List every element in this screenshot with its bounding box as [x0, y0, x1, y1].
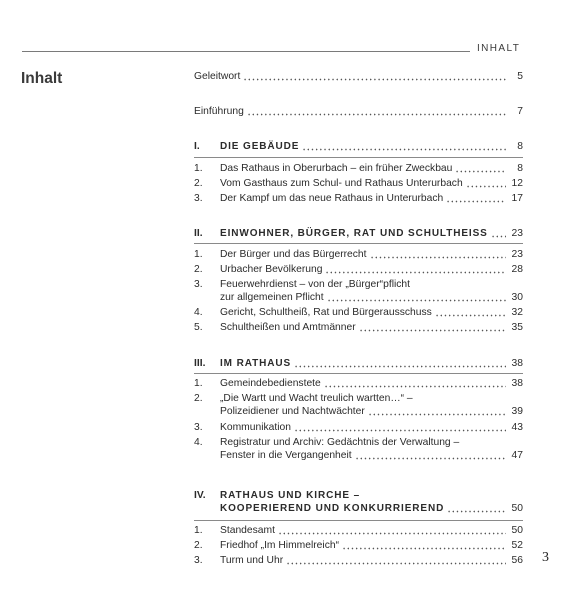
chapter-title: IM RATHAUS: [220, 358, 292, 369]
toc-page-ref: 5: [517, 71, 523, 82]
dot-leader: [294, 359, 506, 368]
toc-page-ref: 47: [511, 450, 523, 461]
toc-entry-title: Vom Gasthaus zum Schul- und Rathaus Unterurbach: [220, 178, 463, 189]
toc-entry[interactable]: [194, 248, 523, 261]
dot-leader: [370, 250, 506, 259]
toc-entry-title: Friedhof „Im Himmelreich“: [220, 540, 340, 551]
dot-leader: [294, 423, 506, 432]
toc-page-ref: 38: [511, 378, 523, 389]
toc-page-ref: 8: [517, 141, 523, 152]
dot-leader: [447, 504, 506, 513]
toc-chapter-3[interactable]: [194, 357, 523, 370]
toc-page-ref: 8: [517, 163, 523, 174]
chapter-number: II.: [194, 228, 203, 239]
toc-page-ref: 50: [511, 503, 523, 514]
dot-leader: [455, 164, 506, 173]
chapter-rule: [194, 520, 523, 521]
toc-entry[interactable]: [194, 392, 523, 418]
entry-number: 3.: [194, 422, 203, 433]
toc-page-ref: 35: [511, 322, 523, 333]
dot-leader: [368, 407, 506, 416]
toc-entry-title: Urbacher Bevölkerung: [220, 264, 323, 275]
entry-number: 5.: [194, 322, 203, 333]
entry-number: 4.: [194, 307, 203, 318]
toc-page-ref: 50: [511, 525, 523, 536]
toc-entry-title: Standesamt: [220, 525, 275, 536]
dot-leader: [466, 179, 506, 188]
toc-entry-title: Geleitwort: [194, 71, 241, 82]
toc-page-ref: 28: [511, 264, 523, 275]
running-header: INHALT: [477, 43, 521, 54]
dot-leader: [286, 556, 506, 565]
toc-entry-title: Der Kampf um das neue Rathaus in Unterurbach: [220, 193, 444, 204]
toc-page-ref: 17: [511, 193, 523, 204]
dot-leader: [327, 293, 506, 302]
entry-number: 3.: [194, 555, 203, 566]
chapter-title: RATHAUS UND KIRCHE –: [220, 490, 361, 501]
toc-entry[interactable]: [194, 524, 523, 537]
dot-leader: [435, 308, 506, 317]
toc-entry[interactable]: [194, 321, 523, 334]
dot-leader: [243, 72, 506, 81]
entry-number: 3.: [194, 279, 203, 290]
toc-entry[interactable]: [194, 421, 523, 434]
dot-leader: [446, 194, 506, 203]
toc-entry-title: Gericht, Schultheiß, Rat und Bürgerausschuss: [220, 307, 432, 318]
toc-entry[interactable]: [194, 306, 523, 319]
toc-entry[interactable]: [194, 436, 523, 462]
dot-leader: [491, 229, 506, 238]
page-title: Inhalt: [21, 70, 63, 87]
toc-entry-title: „Die Wartt und Wacht treulich wartten…“ –: [220, 393, 413, 404]
toc-entry[interactable]: [194, 177, 523, 190]
toc-entry[interactable]: [194, 192, 523, 205]
dot-leader: [325, 265, 506, 274]
toc-entry[interactable]: [194, 263, 523, 276]
toc-entry-einfuehrung[interactable]: [194, 105, 523, 118]
toc-entry[interactable]: [194, 377, 523, 390]
chapter-number: III.: [194, 358, 206, 369]
toc-chapter-2[interactable]: [194, 227, 523, 240]
entry-number: 1.: [194, 249, 203, 260]
toc-entry[interactable]: [194, 539, 523, 552]
toc-page-ref: 23: [511, 228, 523, 239]
toc-entry-title: Feuerwehrdienst – von der „Bürger“pflicht: [220, 279, 411, 290]
toc-entry[interactable]: [194, 162, 523, 175]
entry-number: 1.: [194, 163, 203, 174]
toc-page-ref: 43: [511, 422, 523, 433]
chapter-title: EINWOHNER, BÜRGER, RAT UND SCHULTHEISS: [220, 228, 488, 239]
toc-chapter-1[interactable]: [194, 140, 523, 153]
toc-chapter-4[interactable]: [194, 489, 523, 515]
header-rule: [22, 51, 470, 52]
page-number: 3: [542, 550, 549, 565]
entry-number: 1.: [194, 525, 203, 536]
toc-entry[interactable]: [194, 278, 523, 304]
toc-entry[interactable]: [194, 554, 523, 567]
toc-entry-geleitwort[interactable]: [194, 70, 523, 83]
toc-page-ref: 39: [511, 406, 523, 417]
toc-page-ref: 52: [511, 540, 523, 551]
toc-entry-title-cont: Fenster in die Vergangenheit: [220, 450, 352, 461]
toc-page-ref: 7: [517, 106, 523, 117]
entry-number: 2.: [194, 393, 203, 404]
dot-leader: [278, 526, 506, 535]
dot-leader: [302, 142, 506, 151]
toc-page-ref: 30: [511, 292, 523, 303]
chapter-title-cont: KOOPERIEREND UND KONKURRIEREND: [220, 503, 445, 514]
toc-entry-title: Schultheißen und Amtmänner: [220, 322, 356, 333]
toc-entry-title: Das Rathaus in Oberurbach – ein früher Zweckbau: [220, 163, 453, 174]
toc-entry-title: Kommunikation: [220, 422, 291, 433]
toc-entry-title: Turm und Uhr: [220, 555, 284, 566]
toc-page-ref: 32: [511, 307, 523, 318]
chapter-title: DIE GEBÄUDE: [220, 141, 300, 152]
dot-leader: [324, 379, 506, 388]
chapter-rule: [194, 243, 523, 244]
chapter-rule: [194, 373, 523, 374]
dot-leader: [355, 451, 506, 460]
dot-leader: [359, 323, 506, 332]
toc-page-ref: 12: [511, 178, 523, 189]
toc-page-ref: 38: [511, 358, 523, 369]
chapter-number: IV.: [194, 490, 206, 501]
entry-number: 3.: [194, 193, 203, 204]
toc-entry-title: Der Bürger und das Bürgerrecht: [220, 249, 367, 260]
toc-entry-title: Registratur und Archiv: Gedächtnis der Verwaltung –: [220, 437, 460, 448]
toc-entry-title-cont: Polizeidiener und Nachtwächter: [220, 406, 365, 417]
entry-number: 1.: [194, 378, 203, 389]
dot-leader: [342, 541, 506, 550]
entry-number: 2.: [194, 264, 203, 275]
toc-page-ref: 56: [511, 555, 523, 566]
toc-page-ref: 23: [511, 249, 523, 260]
entry-number: 2.: [194, 540, 203, 551]
chapter-rule: [194, 157, 523, 158]
toc-entry-title: Einführung: [194, 106, 244, 117]
chapter-number: I.: [194, 141, 200, 152]
dot-leader: [247, 107, 506, 116]
entry-number: 4.: [194, 437, 203, 448]
toc-entry-title: Gemeindebedienstete: [220, 378, 321, 389]
entry-number: 2.: [194, 178, 203, 189]
toc-entry-title-cont: zur allgemeinen Pflicht: [220, 292, 324, 303]
